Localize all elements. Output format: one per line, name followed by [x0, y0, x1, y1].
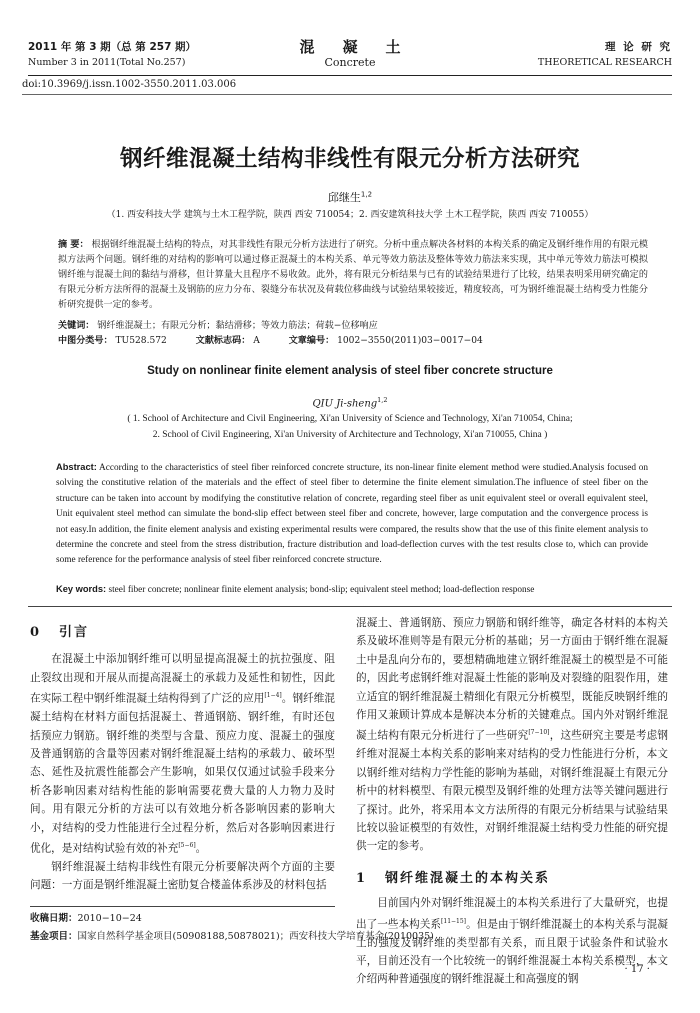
abstract-en-label: Abstract:: [56, 462, 97, 472]
author-en-sup: 1,2: [377, 396, 388, 404]
abstract-en-text: According to the characteristics of steel fiber reinforced concrete structure, its non-linear finite element method were studied.Analysis focused on solving the constitutive relation of the materials and the effect of steel fiber to determine the finite element simulation.The influence of steel fiber on the structure can be taken into account by modifying the constitutive relation of concrete, regarding steel fiber as unit equivalent steel or overall equivalent steel, Unit equivalent steel method can simulate the bond-slip effect between steel fiber and concrete, however, large computation and the convergence process is not easy.In addition, the finite element analysis and existing experimental results were compared, the results show that the use of this finite element analysis to determine the concrete and steel from the stress distribution, fracture distribution and load-deflection curves with the test results close to, which can provide some reference for the performance analysis of steel fiber reinforced concrete structure.: [56, 463, 649, 566]
fund-project: 基金项目：国家自然科学基金项目(50908188,50878021)；西安科技大学培育基金(2010035): [30, 931, 434, 942]
header-journal-cn: 混凝土: [299, 38, 429, 56]
header-column-cn: 理 论 研 究: [605, 41, 672, 53]
section-1-heading: [356, 870, 668, 888]
abstract-cn-text: 根据钢纤维混凝土结构的特点，对其非线性有限元分析方法进行了研究。分析中重点解决各材料的本构关系的确定及钢纤维作用的有限元模拟方法两个问题。钢纤维的对结构的影响可以通过修正混凝土的本构关系、单元等效力筋法及整体等效力筋法来实现，其中单元等效力筋法可模拟钢纤维与混凝土间的黏结与滑移，但计算量大且程序不易收敛。此外，将有限元分析结果与已有的试验结果进行了比较，结果表明采用研究确定的有限元分析方法所得的混凝土及钢筋的应力分布、裂缝分布状况及荷载位移曲线与试验结果较接近，精度较高，可为钢纤维混凝土结构受力性能分析研究提供一定的参考。: [58, 240, 648, 310]
citation[interactable]: [1−4]: [264, 692, 282, 700]
intro-paragraph-2-continued: 混凝土、普通钢筋、预应力钢筋和钢纤维等，确定各材料的本构关系及破坏准则等是有限元分析的基础；另一方面由于钢纤维在混凝土中是乱向分布的，要想精确地建立钢纤维混凝土的模型是不可能的，因此考虑钢纤维对混凝土性能的影响及对裂缝的阻裂作用，建立适宜的钢纤维混凝土精细化有限元分析模型，既能反映钢纤维的作用又兼顾计算成本是解决本分析的关键难点。国内外对钢纤维混凝土结构有限元分析进行了一些研究[7−10]，这些研究主要是考虑钢纤维对混凝土本构关系的影响来对结构的受力性能进行分析，本文以钢纤维对结构力学性能的影响为基础，对钢纤维混凝土有限元分析中的材料模型、有限元模型及钢纤维的处理方法等关键问题进行了探讨。此外，将采用本文方法所得的有限元分析结果与试验结果比较以验证模型的有效性，对钢纤维混凝土结构受力性能的研究提供一定的参考。: [356, 617, 669, 853]
header-column: [538, 40, 672, 70]
section-1-title: 钢纤维混凝土的本构关系: [385, 870, 551, 886]
abstract-cn-label: 摘 要：: [58, 240, 89, 250]
affiliation-en-2: 2. School of Civil Engineering, Xi'an University of Architecture and Technology, Xi'an 710055, China ): [152, 430, 548, 440]
doc-label: 文献标志码：: [195, 336, 251, 346]
article-value: 1002−3550(2011)03−0017−04: [337, 336, 483, 346]
abstract-rule: [28, 606, 672, 607]
citation[interactable]: [11−15]: [441, 917, 467, 925]
author-en-name: QIU Ji-sheng: [312, 398, 378, 410]
section-1-number: 1: [356, 870, 368, 886]
received-date: 收稿日期：2010−10−24: [30, 913, 142, 924]
classification: [58, 334, 648, 349]
section-0-title: 引言: [59, 625, 90, 640]
section-0-heading: [30, 624, 335, 642]
intro-paragraph-2: 钢纤维混凝土结构非线性有限元分析要解决两个方面的主要问题：一方面是钢纤维混凝土密肋复合楼盖体系涉及的材料包括: [30, 860, 335, 892]
affiliation-cn: （1. 西安科技大学 建筑与土木工程学院，陕西 西安 710054；2. 西安建筑科技大学 土木工程学院，陕西 西安 710055）: [106, 210, 594, 220]
header-issue-cn: 2011 年 第 3 期（总 第 257 期）: [28, 41, 197, 53]
author-cn-name: 邱继生: [327, 191, 361, 204]
title-en: Study on nonlinear finite element analysis of steel fiber concrete structure: [147, 365, 553, 377]
keywords-cn-label: 关键词：: [58, 321, 95, 331]
abstract-cn: [58, 238, 648, 313]
column-right: [356, 614, 668, 989]
abstract-en: [56, 460, 648, 569]
author-en: [0, 396, 700, 409]
citation[interactable]: [7−10]: [528, 729, 550, 737]
keywords-cn: [58, 319, 648, 334]
header-column-en: THEORETICAL RESEARCH: [537, 57, 672, 68]
affiliation-en-1: ( 1. School of Architecture and Civil Engineering, Xi'an University of Science and Technology, Xi'an 710054, China;: [127, 414, 573, 424]
header-journal-en: Concrete: [324, 56, 376, 69]
column-left: [30, 624, 335, 895]
footnote-rule: [30, 906, 335, 907]
page-number: · 17 ·: [624, 964, 650, 975]
section-0-number: 0: [30, 625, 42, 640]
doi[interactable]: doi:10.3969/j.issn.1002-3550.2011.03.006: [22, 79, 237, 90]
header-issue-en: Number 3 in 2011(Total No.257): [28, 57, 186, 68]
keywords-en-label: Key words:: [56, 584, 107, 594]
keywords-cn-text: 钢纤维混凝土；有限元分析；黏结滑移；等效力筋法；荷载−位移响应: [97, 321, 378, 331]
doc-value: A: [253, 336, 260, 346]
clc-value: TU528.572: [115, 336, 167, 346]
doi-rule: [22, 94, 672, 95]
intro-paragraph-1: 在混凝土中添加钢纤维可以明显提高混凝土的抗拉强度、阻止裂纹出现和开展从而提高混凝土的承载力及延性和韧性，因此在实际工程中钢纤维混凝土结构得到了广泛的应用[1−4]。钢纤维混凝土结构在材料方面包括混凝土、普通钢筋、钢纤维，有时还包括预应力钢筋。钢纤维的类型与含量、预应力度、混凝土的强度及普通钢筋的含量等因素对钢纤维混凝土结构的承载力、破坏型态、延性及抗震性能都会产生影响，如果仅仅通过试验手段来分析各影响因素对结构性能的影响需要花费大量的人力物力及时间。用有限元分析的方法可以有效地分析各影响因素的影响大小，对结构的受力性能进行全过程分析，然后对各影响因素进行优化，是对结构试验有效的补充[5−6]。: [30, 653, 336, 855]
keywords-en-text: steel fiber concrete; nonlinear finite element analysis; bond-slip; equivalent steel method; load-deflection response: [108, 585, 535, 595]
running-header: [28, 40, 672, 74]
clc-label: 中图分类号：: [58, 336, 113, 346]
title-cn: 钢纤维混凝土结构非线性有限元分析方法研究: [119, 146, 580, 172]
header-rule: [28, 75, 672, 76]
section-1-paragraph-1: 目前国内外对钢纤维混凝土的本构关系进行了大量研究，也提出了一些本构关系[11−15]。但是由于钢纤维混凝土的本构关系与混凝土的强度及钢纤维的类型都有关系，而且限于试验条件和试验水平，目前还没有一个比较统一的钢纤维混凝土本构关系模型，本文介绍两种普通强度的钢纤维混凝土和高强度的钢: [356, 897, 669, 986]
author-cn: [0, 189, 700, 205]
article-label: 文章编号：: [288, 336, 335, 346]
keywords-en: [56, 584, 648, 595]
author-cn-sup: 1,2: [360, 190, 373, 199]
citation[interactable]: [5−6]: [178, 842, 196, 849]
